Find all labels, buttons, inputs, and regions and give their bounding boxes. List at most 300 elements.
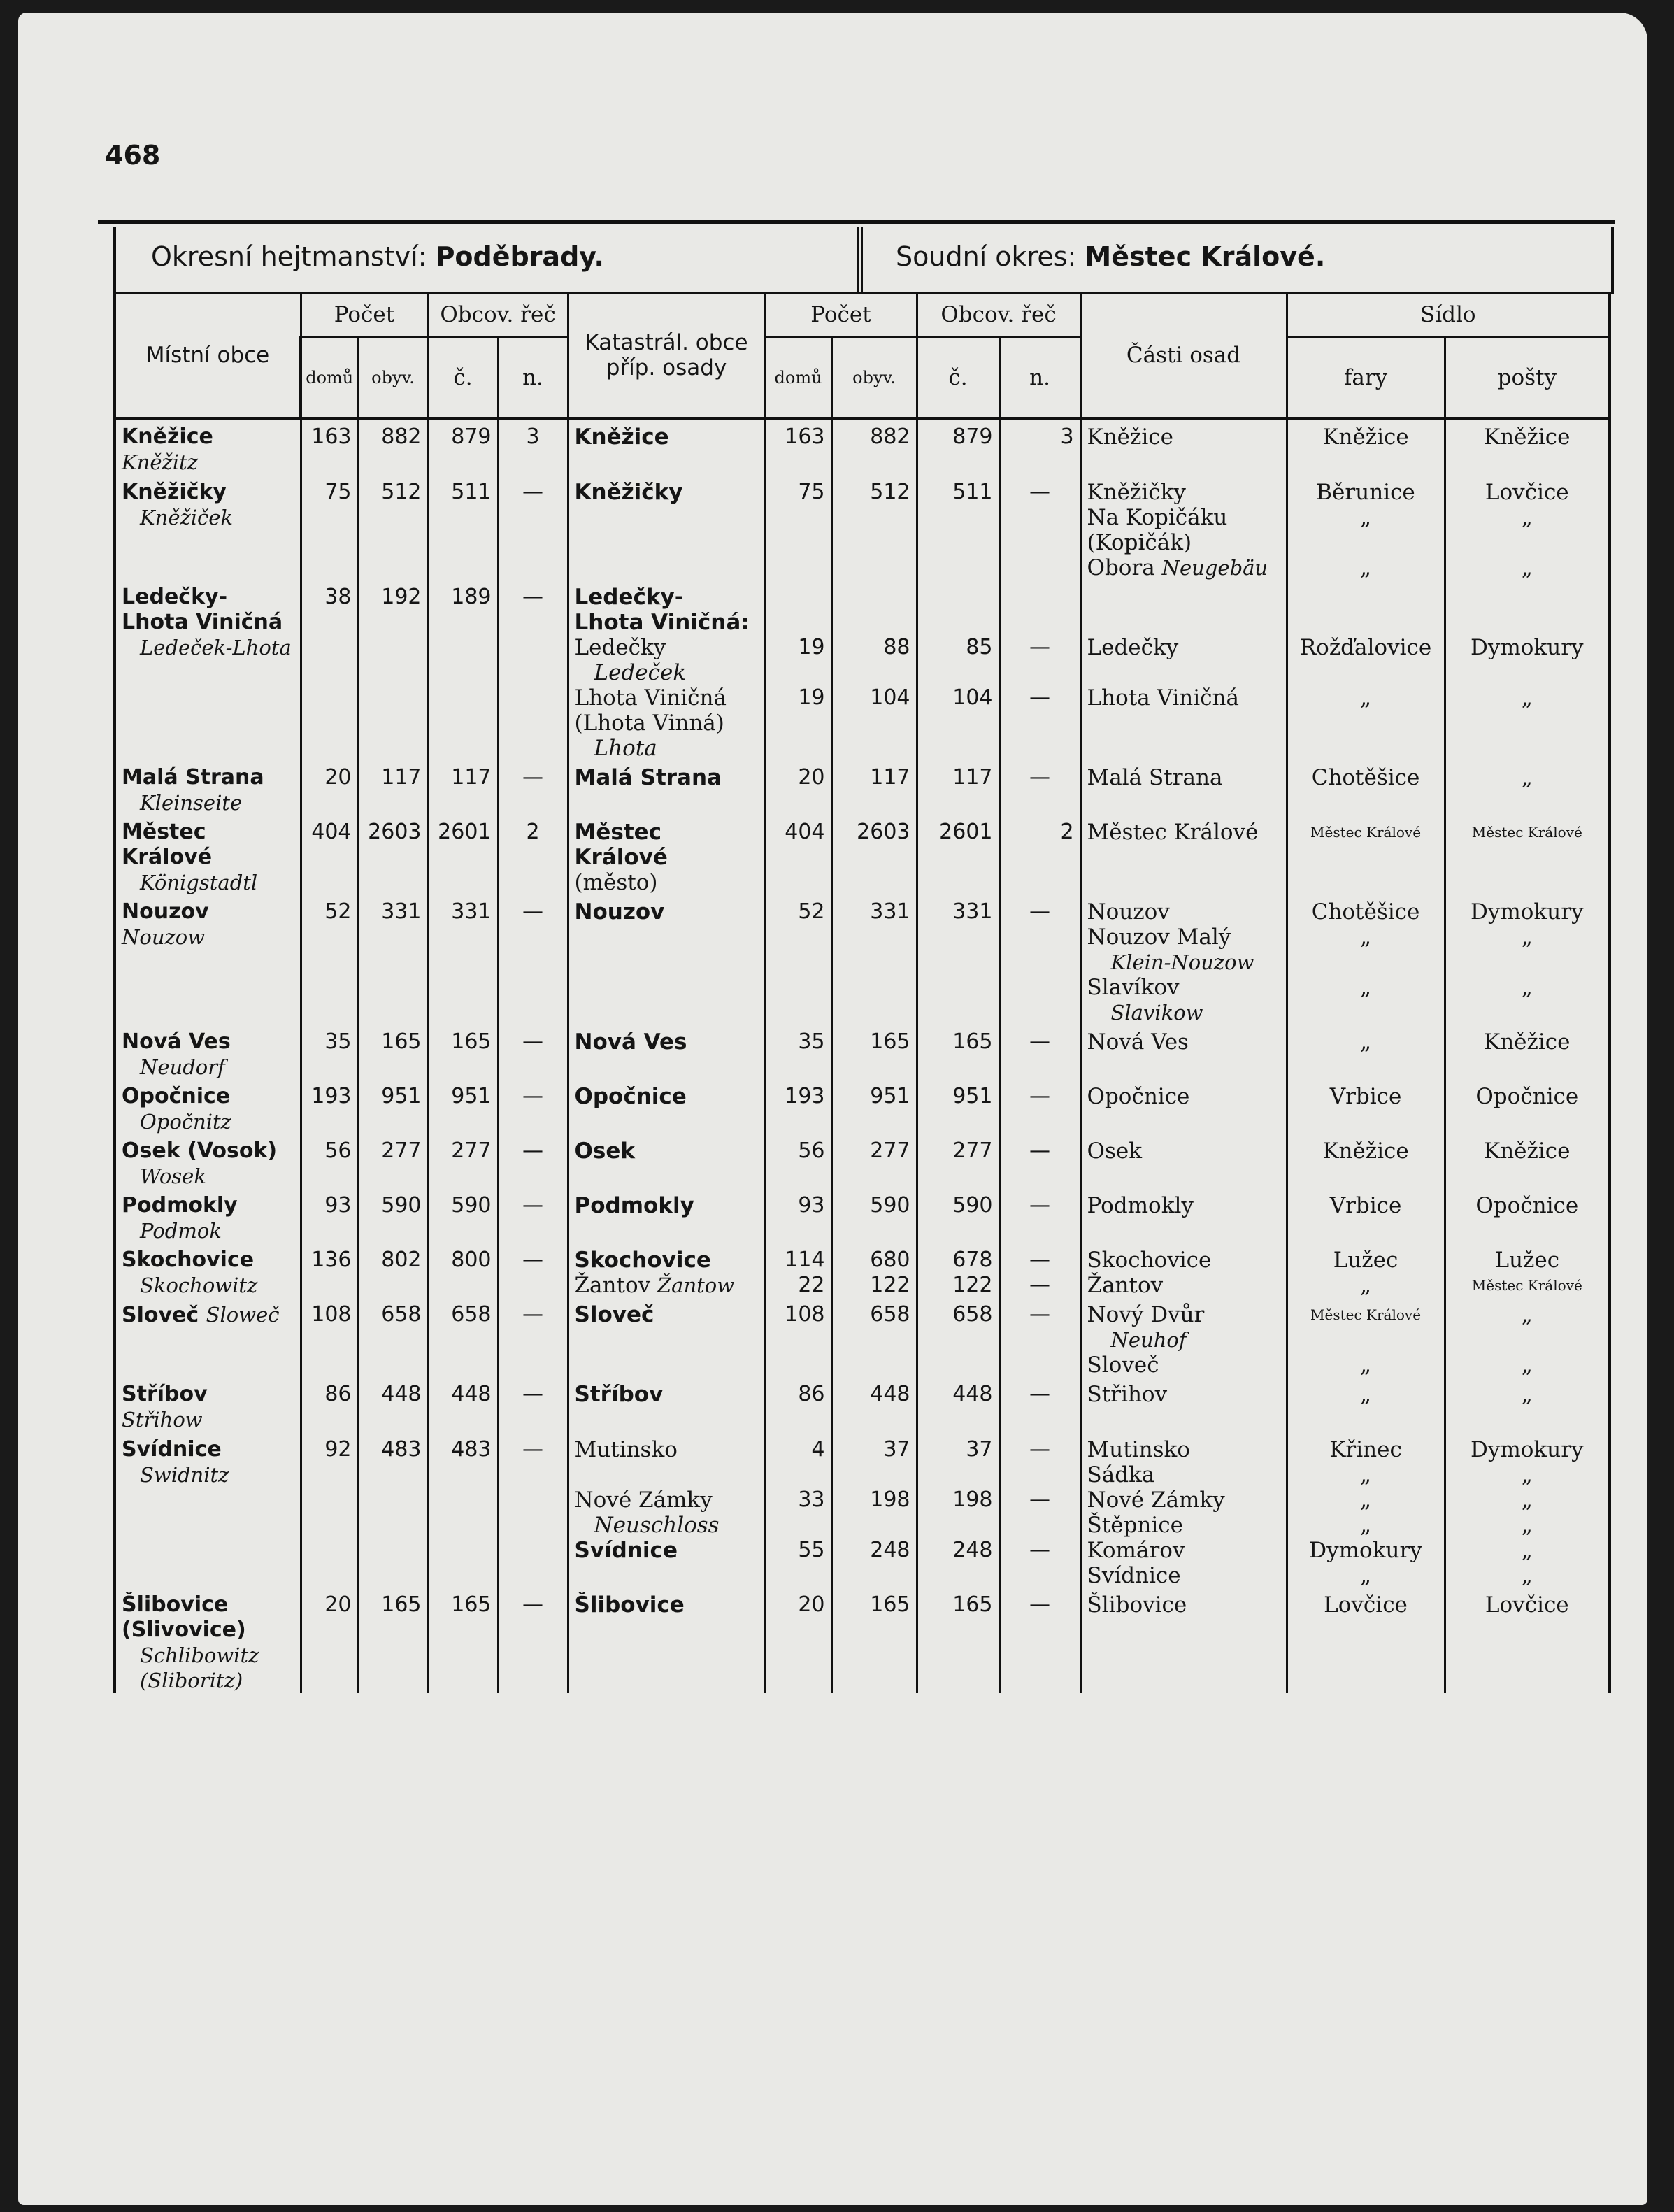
- katastral-line: [575, 635, 759, 660]
- posta: Opočnice: [1475, 1084, 1579, 1109]
- obec-obyv: 590: [358, 1189, 428, 1243]
- kat-obyv-value: 448: [870, 1382, 910, 1406]
- table-row: [115, 1588, 1610, 1693]
- kat-c: [917, 1588, 999, 1693]
- cast-osady-german: Neuhof: [1110, 1328, 1187, 1352]
- posty-cell: [1445, 761, 1610, 815]
- kat-n: [999, 1189, 1080, 1243]
- kat-c-value: 2601: [939, 820, 993, 844]
- cast-osady-name: Lhota Viničná: [1087, 685, 1239, 711]
- kat-n-value: 2: [1060, 820, 1074, 844]
- obec-c: 165: [428, 1025, 498, 1080]
- obec-name: Podmokly: [122, 1193, 238, 1218]
- katastral-cell: [568, 1080, 765, 1134]
- cast-osady-name: Štěpnice: [1087, 1513, 1184, 1538]
- katastral-name: Ledečky: [574, 635, 666, 660]
- posta: „: [1521, 1513, 1533, 1538]
- cast-osady: [1087, 1327, 1280, 1353]
- katastral-name: Sloveč: [574, 1302, 654, 1327]
- kat-c: [917, 815, 999, 895]
- cast-osady: [1087, 1382, 1280, 1407]
- cast-osady-german: Neugebäu: [1161, 556, 1268, 580]
- obec-name: Skochovice: [122, 1248, 255, 1272]
- posta: „: [1521, 1462, 1533, 1487]
- col-c: č.: [428, 337, 498, 419]
- obec-cell: [115, 1080, 301, 1134]
- katastral-name: Mutinsko: [574, 1437, 678, 1462]
- kat-obyv-value: 198: [870, 1487, 910, 1512]
- katastral-line: [575, 820, 759, 870]
- kat-n-value: —: [1029, 1302, 1051, 1327]
- fara: [1294, 530, 1438, 555]
- kat-c: [917, 580, 999, 761]
- fary-cell: [1287, 1134, 1445, 1189]
- katastral-line: [575, 1382, 759, 1407]
- obec-n: 3: [498, 419, 568, 476]
- posta: [1452, 1000, 1603, 1025]
- kat-c-value: 590: [952, 1193, 993, 1218]
- kat-n-value: —: [1029, 1084, 1051, 1108]
- posta: Lužec: [1494, 1248, 1560, 1273]
- fara: „: [1360, 1353, 1372, 1378]
- posta: „: [1521, 555, 1533, 580]
- cast-osady: [1087, 1513, 1280, 1538]
- obec-german-name: Skochowitz: [140, 1273, 258, 1297]
- kat-c-value: 117: [952, 765, 993, 790]
- cast-osady-name: Nouzov: [1087, 899, 1170, 925]
- obec-obyv: 951: [358, 1080, 428, 1134]
- header-divider: [857, 227, 863, 292]
- fara: Dymokury: [1309, 1538, 1422, 1563]
- katastral-line: [575, 899, 759, 925]
- kat-c-value: [924, 1462, 993, 1487]
- kat-obyv-value: 512: [870, 480, 910, 504]
- fara: [1294, 950, 1438, 975]
- kat-domu: [765, 815, 831, 895]
- katastral-line: [575, 1084, 759, 1109]
- kat-n-value: —: [1029, 899, 1051, 924]
- casti-cell: [1080, 1134, 1287, 1189]
- kat-n-value: 3: [1060, 424, 1074, 449]
- posta: „: [1521, 685, 1533, 711]
- kat-c-value: 678: [952, 1248, 993, 1272]
- katastral-line: [575, 1193, 759, 1218]
- obec-n: —: [498, 1134, 568, 1189]
- katastral-name: Ledečky-: [574, 585, 684, 610]
- obec-c: 511: [428, 476, 498, 580]
- cast-osady: [1087, 555, 1280, 580]
- district-label: [151, 241, 604, 272]
- obec-c: 165: [428, 1588, 498, 1693]
- obec-name: Stříbov Střihow: [122, 1382, 208, 1432]
- cast-osady: [1087, 1273, 1280, 1298]
- table-row: [115, 1134, 1610, 1189]
- fary-cell: [1287, 1189, 1445, 1243]
- katastral-name: Kněžice: [574, 424, 669, 450]
- katastral-line: [575, 660, 759, 685]
- katastral-line: [575, 765, 759, 790]
- katastral-cell: [568, 1588, 765, 1693]
- kat-c: [917, 1298, 999, 1378]
- katastral-name: Ledeček: [594, 660, 687, 685]
- fara: Vrbice: [1329, 1193, 1402, 1218]
- kat-domu: [765, 895, 831, 1025]
- kat-domu-value: 114: [785, 1248, 825, 1272]
- katastral-line: [575, 1248, 759, 1273]
- table-row: [115, 761, 1610, 815]
- casti-cell: [1080, 1588, 1287, 1693]
- obec-c: 2601: [428, 815, 498, 895]
- obec-c: 189: [428, 580, 498, 761]
- cast-osady-name: Na Kopičáku: [1087, 505, 1228, 530]
- kat-obyv-value: 882: [870, 424, 910, 449]
- kat-n-value: [1006, 610, 1074, 635]
- katastral-name: Stříbov: [574, 1382, 664, 1407]
- kat-domu-value: [772, 660, 825, 685]
- katastral-line: [575, 870, 759, 895]
- obec-name: Kněžice Kněžitz: [122, 424, 213, 474]
- cast-osady: [1087, 480, 1280, 505]
- cast-osady: [1087, 765, 1280, 790]
- obec-obyv: 483: [358, 1433, 428, 1588]
- obec-c: 448: [428, 1378, 498, 1433]
- cast-osady: [1087, 1000, 1280, 1025]
- obec-german-name: Schlibowitz: [140, 1643, 259, 1667]
- kat-domu: [765, 761, 831, 815]
- kat-domu: [765, 1243, 831, 1298]
- cast-osady: [1087, 899, 1280, 925]
- kat-obyv: [831, 419, 917, 476]
- katastral-name: Nové Zámky: [574, 1487, 713, 1513]
- obec-obyv: 882: [358, 419, 428, 476]
- col-obyv-2: obyv.: [831, 337, 917, 419]
- court-district-label: [896, 241, 1325, 272]
- col-casti-osad: Části osad: [1080, 294, 1287, 419]
- kat-n: [999, 1378, 1080, 1433]
- table-row: [115, 1243, 1610, 1298]
- casti-cell: [1080, 1433, 1287, 1588]
- cast-osady-name: Nouzov Malý: [1087, 925, 1231, 950]
- court-district-value: Městec Králové.: [1085, 241, 1326, 272]
- katastral-cell: [568, 1298, 765, 1378]
- kat-n: [999, 815, 1080, 895]
- katastral-cell: [568, 419, 765, 476]
- cast-osady: [1087, 610, 1280, 635]
- cast-osady-name: Šlibovice: [1087, 1592, 1187, 1618]
- kat-c-value: 165: [952, 1029, 993, 1054]
- obec-name: Kněžičky: [122, 480, 227, 504]
- col-obyv: obyv.: [358, 337, 428, 419]
- obec-cell: [115, 1025, 301, 1080]
- kat-obyv: [831, 1378, 917, 1433]
- obec-name: Osek (Vosok): [122, 1139, 278, 1163]
- kat-domu-value: 56: [798, 1139, 825, 1163]
- kat-c-value: 331: [952, 899, 993, 924]
- kat-c: [917, 1378, 999, 1433]
- obec-n: —: [498, 1298, 568, 1378]
- obec-c: 800: [428, 1243, 498, 1298]
- kat-domu-value: 52: [798, 899, 825, 924]
- obec-name: Sloveč Sloweč: [122, 1303, 280, 1327]
- kat-obyv-value: [838, 736, 910, 761]
- posta: [1452, 585, 1603, 610]
- posta: „: [1521, 975, 1533, 1000]
- obec-n: —: [498, 1378, 568, 1433]
- obec-cell: [115, 1588, 301, 1693]
- fara: „: [1360, 1382, 1372, 1407]
- kat-c-value: [924, 585, 993, 610]
- district-value: Poděbrady.: [435, 241, 604, 272]
- obec-name: Nouzov Nouzow: [122, 899, 209, 949]
- obec-cell: [115, 476, 301, 580]
- table-row: [115, 1378, 1610, 1433]
- fara: „: [1360, 925, 1372, 950]
- katastral-name: (Lhota Vinná): [574, 711, 724, 736]
- casti-cell: [1080, 419, 1287, 476]
- kat-n-value: —: [1029, 1538, 1051, 1562]
- col-katastral: Katastrál. obce příp. osady: [568, 294, 765, 419]
- kat-domu-value: 20: [798, 1592, 825, 1617]
- obec-german-name: Wosek: [140, 1164, 206, 1188]
- cast-osady-name: Komárov: [1087, 1538, 1185, 1563]
- kat-n: [999, 419, 1080, 476]
- posty-cell: [1445, 580, 1610, 761]
- kat-n-value: —: [1029, 635, 1051, 659]
- kat-c: [917, 1025, 999, 1080]
- obec-german-name: Kněžiček: [140, 506, 234, 529]
- cast-osady-name: Osek: [1087, 1139, 1142, 1164]
- kat-n-value: —: [1029, 765, 1051, 790]
- katastral-name: Šlibovice: [574, 1592, 685, 1618]
- posta: Lovčice: [1485, 1592, 1569, 1618]
- kat-domu-value: 404: [785, 820, 825, 844]
- kat-c-value: 165: [952, 1592, 993, 1617]
- fary-cell: [1287, 815, 1445, 895]
- kat-obyv-value: [838, 1462, 910, 1487]
- kat-domu-value: 19: [798, 635, 825, 659]
- fara: „: [1360, 1462, 1372, 1487]
- posta: [1452, 950, 1603, 975]
- katastral-line: [575, 1513, 759, 1538]
- kat-domu-value: 19: [798, 685, 825, 710]
- katastral-name: [575, 1462, 582, 1487]
- kat-obyv-value: 248: [870, 1538, 910, 1562]
- katastral-line: [575, 685, 759, 711]
- katastral-cell: [568, 895, 765, 1025]
- fara: „: [1360, 1029, 1372, 1055]
- posta: [1452, 1327, 1603, 1353]
- posty-cell: [1445, 1025, 1610, 1080]
- kat-c-value: [924, 610, 993, 635]
- cast-osady: [1087, 1487, 1280, 1513]
- gazetteer-table: [113, 294, 1611, 1693]
- obec-n: —: [498, 895, 568, 1025]
- obec-name: Malá Strana: [122, 765, 264, 790]
- casti-cell: [1080, 580, 1287, 761]
- obec-obyv: 165: [358, 1025, 428, 1080]
- fara: „: [1360, 1487, 1372, 1513]
- obec-domu: 163: [301, 419, 358, 476]
- katastral-cell: [568, 1189, 765, 1243]
- katastral-line: [575, 1273, 759, 1298]
- kat-c: [917, 1243, 999, 1298]
- kat-n-value: [1006, 711, 1074, 736]
- katastral-cell: [568, 761, 765, 815]
- katastral-cell: [568, 1134, 765, 1189]
- katastral-name: Nouzov: [574, 899, 665, 925]
- cast-osady-name: Malá Strana: [1087, 765, 1223, 790]
- casti-cell: [1080, 815, 1287, 895]
- obec-cell: [115, 419, 301, 476]
- obec-c: 331: [428, 895, 498, 1025]
- obec-c: 590: [428, 1189, 498, 1243]
- kat-obyv-value: 122: [870, 1273, 910, 1297]
- obec-domu: 86: [301, 1378, 358, 1433]
- kat-obyv: [831, 1588, 917, 1693]
- kat-obyv: [831, 476, 917, 580]
- kat-c: [917, 1134, 999, 1189]
- posta: Opočnice: [1475, 1193, 1579, 1218]
- obec-name: (Slivovice): [122, 1618, 246, 1642]
- fary-cell: [1287, 1025, 1445, 1080]
- obec-n: —: [498, 580, 568, 761]
- obec-name: Ledečky-: [122, 585, 228, 609]
- obec-c: 951: [428, 1080, 498, 1134]
- kat-domu-value: [772, 736, 825, 761]
- cast-osady: [1087, 505, 1280, 530]
- obec-german-name: Sloweč: [206, 1303, 280, 1327]
- posta: Lovčice: [1485, 480, 1569, 505]
- cast-osady: [1087, 1437, 1280, 1462]
- cast-osady: [1087, 1302, 1280, 1327]
- obec-n: —: [498, 1243, 568, 1298]
- kat-c-value: [924, 660, 993, 685]
- table-row: [115, 895, 1610, 1025]
- obec-domu: 108: [301, 1298, 358, 1378]
- kat-domu: [765, 1378, 831, 1433]
- cast-osady-name: Nová Ves: [1087, 1029, 1189, 1055]
- obec-domu: 75: [301, 476, 358, 580]
- fara: „: [1360, 1273, 1372, 1298]
- obec-obyv: 331: [358, 895, 428, 1025]
- posta: [1452, 660, 1603, 685]
- fara: [1294, 1327, 1438, 1353]
- katastral-line: [575, 585, 759, 610]
- posty-cell: [1445, 1588, 1610, 1693]
- kat-domu-value: [772, 711, 825, 736]
- katastral-line: [575, 711, 759, 736]
- col-obcov-rec: Obcov. řeč: [428, 294, 568, 337]
- col-domu-2: domů: [765, 337, 831, 419]
- obec-name: Lhota Viničná: [122, 610, 283, 634]
- obec-domu: 20: [301, 1588, 358, 1693]
- obec-obyv: 117: [358, 761, 428, 815]
- cast-osady-name: Žantov: [1087, 1273, 1164, 1298]
- kat-domu-value: 163: [785, 424, 825, 449]
- cast-osady: [1087, 950, 1280, 975]
- cast-osady-name: Sloveč: [1087, 1353, 1159, 1378]
- kat-domu: [765, 1433, 831, 1588]
- katastral-name: Neuschloss: [594, 1513, 720, 1538]
- kat-domu-value: [772, 1513, 825, 1538]
- fara: [1294, 1000, 1438, 1025]
- kat-domu-value: 35: [798, 1029, 825, 1054]
- katastral-line: [575, 736, 759, 761]
- obec-cell: [115, 1243, 301, 1298]
- obec-domu: 35: [301, 1025, 358, 1080]
- obec-n: 2: [498, 815, 568, 895]
- kat-obyv-value: 590: [870, 1193, 910, 1218]
- katastral-cell: [568, 580, 765, 761]
- fara: Lužec: [1333, 1248, 1398, 1273]
- kat-n-value: —: [1029, 1273, 1051, 1297]
- fara: Křinec: [1329, 1437, 1402, 1462]
- fara: Kněžice: [1322, 424, 1409, 450]
- fara: [1294, 660, 1438, 685]
- kat-obyv-value: 88: [883, 635, 910, 659]
- obec-c: 483: [428, 1433, 498, 1588]
- kat-n-value: [1006, 736, 1074, 761]
- kat-n: [999, 761, 1080, 815]
- katastral-name: Žantov: [574, 1273, 651, 1298]
- kat-domu: [765, 1298, 831, 1378]
- katastral-line: [575, 610, 759, 635]
- katastral-cell: [568, 1243, 765, 1298]
- kat-domu-value: 55: [798, 1538, 825, 1562]
- katastral-name: Lhota: [594, 736, 657, 761]
- kat-domu-value: 33: [798, 1487, 825, 1512]
- fary-cell: [1287, 1433, 1445, 1588]
- obec-n: —: [498, 476, 568, 580]
- fary-cell: [1287, 419, 1445, 476]
- cast-osady-name: Podmokly: [1087, 1193, 1194, 1218]
- fara: [1294, 610, 1438, 635]
- katastral-cell: [568, 1025, 765, 1080]
- fary-cell: [1287, 1243, 1445, 1298]
- katastral-cell: [568, 815, 765, 895]
- posty-cell: [1445, 895, 1610, 1025]
- cast-osady: [1087, 925, 1280, 950]
- kat-n-value: —: [1029, 1382, 1051, 1406]
- posty-cell: [1445, 1298, 1610, 1378]
- kat-domu-value: [772, 585, 825, 610]
- kat-obyv: [831, 1134, 917, 1189]
- kat-domu-value: 20: [798, 765, 825, 790]
- obec-domu: 136: [301, 1243, 358, 1298]
- fara: Chotěšice: [1311, 899, 1420, 925]
- col-obcov-rec-2: Obcov. řeč: [917, 294, 1080, 337]
- kat-domu: [765, 1080, 831, 1134]
- table-row: [115, 476, 1610, 580]
- fary-cell: [1287, 1080, 1445, 1134]
- obec-cell: [115, 1189, 301, 1243]
- obec-n: —: [498, 1189, 568, 1243]
- fara: Běrunice: [1316, 480, 1415, 505]
- fary-cell: [1287, 895, 1445, 1025]
- obec-domu: 92: [301, 1433, 358, 1588]
- cast-osady: [1087, 1029, 1280, 1055]
- casti-cell: [1080, 1025, 1287, 1080]
- cast-osady: [1087, 585, 1280, 610]
- obec-n: —: [498, 1025, 568, 1080]
- obec-domu: 93: [301, 1189, 358, 1243]
- katastral-name: Městec Králové: [574, 820, 668, 870]
- kat-obyv: [831, 1298, 917, 1378]
- kat-n: [999, 1025, 1080, 1080]
- posta: Kněžice: [1484, 424, 1571, 450]
- fara: Chotěšice: [1311, 765, 1420, 790]
- obec-domu: 20: [301, 761, 358, 815]
